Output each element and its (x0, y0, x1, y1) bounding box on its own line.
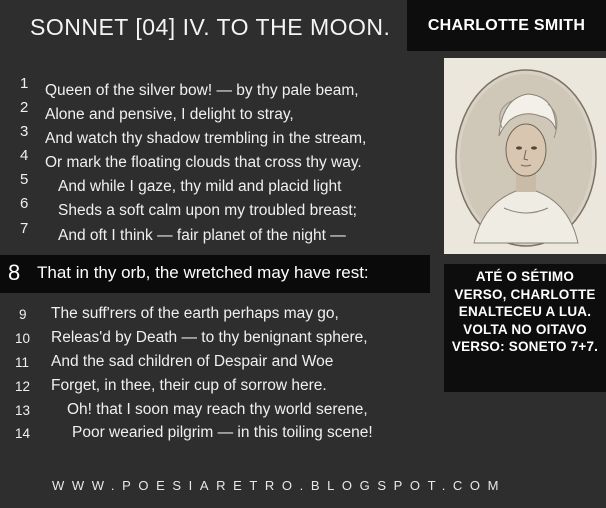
verse-line: Queen of the silver bow! — by thy pale beam, (45, 82, 359, 99)
commentary-box (444, 264, 606, 392)
verse-line: Poor wearied pilgrim — in this toiling scene! (72, 424, 373, 441)
verse-line: And while I gaze, thy mild and placid light (58, 178, 342, 195)
line-number: 13 (15, 403, 31, 418)
verse-line: Releas'd by Death — to thy benignant sphere, (51, 329, 368, 346)
verse-line: Sheds a soft calm upon my troubled breast; (58, 202, 357, 219)
blog-url: WWW.POESIARETRO.BLOGSPOT.COM (52, 478, 507, 493)
verse-line: Oh! that I soon may reach thy world serene, (67, 401, 368, 418)
line-number: 3 (20, 123, 29, 140)
line-number: 4 (20, 147, 29, 164)
author-name: CHARLOTTE SMITH (427, 16, 586, 34)
line-number: 2 (20, 99, 29, 116)
verse-line: And watch thy shadow trembling in the stream, (45, 130, 367, 147)
verse-line: Or mark the floating clouds that cross thy way. (45, 154, 362, 171)
line-number: 6 (20, 195, 29, 212)
line-number: 7 (20, 220, 29, 237)
line-number: 14 (15, 426, 31, 441)
line-number: 11 (15, 355, 30, 370)
verse-line: That in thy orb, the wretched may have rest: (37, 263, 369, 282)
line-number: 10 (15, 331, 31, 346)
verse-8-highlight (0, 255, 430, 293)
line-number: 9 (19, 307, 27, 322)
verse-line: The suff'rers of the earth perhaps may go, (51, 305, 339, 322)
page-title: SONNET [04] IV. TO THE MOON. (30, 14, 391, 40)
line-number: 12 (15, 379, 31, 394)
author-badge (407, 0, 606, 51)
verse-line: And oft I think — fair planet of the night — (58, 227, 346, 244)
verse-line: Forget, in thee, their cup of sorrow here. (51, 377, 327, 394)
verse-line: Alone and pensive, I delight to stray, (45, 106, 294, 123)
portrait-engraving-icon (444, 58, 606, 254)
commentary-text: ATÉ O SÉTIMO VERSO, CHARLOTTE ENALTECEU A LUA. VOLTA NO OITAVO VERSO: SONETO 7+7. (451, 269, 599, 354)
line-number: 1 (20, 75, 29, 92)
line-number: 8 (8, 260, 21, 285)
line-number: 5 (20, 171, 29, 188)
verse-line: And the sad children of Despair and Woe (51, 353, 334, 370)
